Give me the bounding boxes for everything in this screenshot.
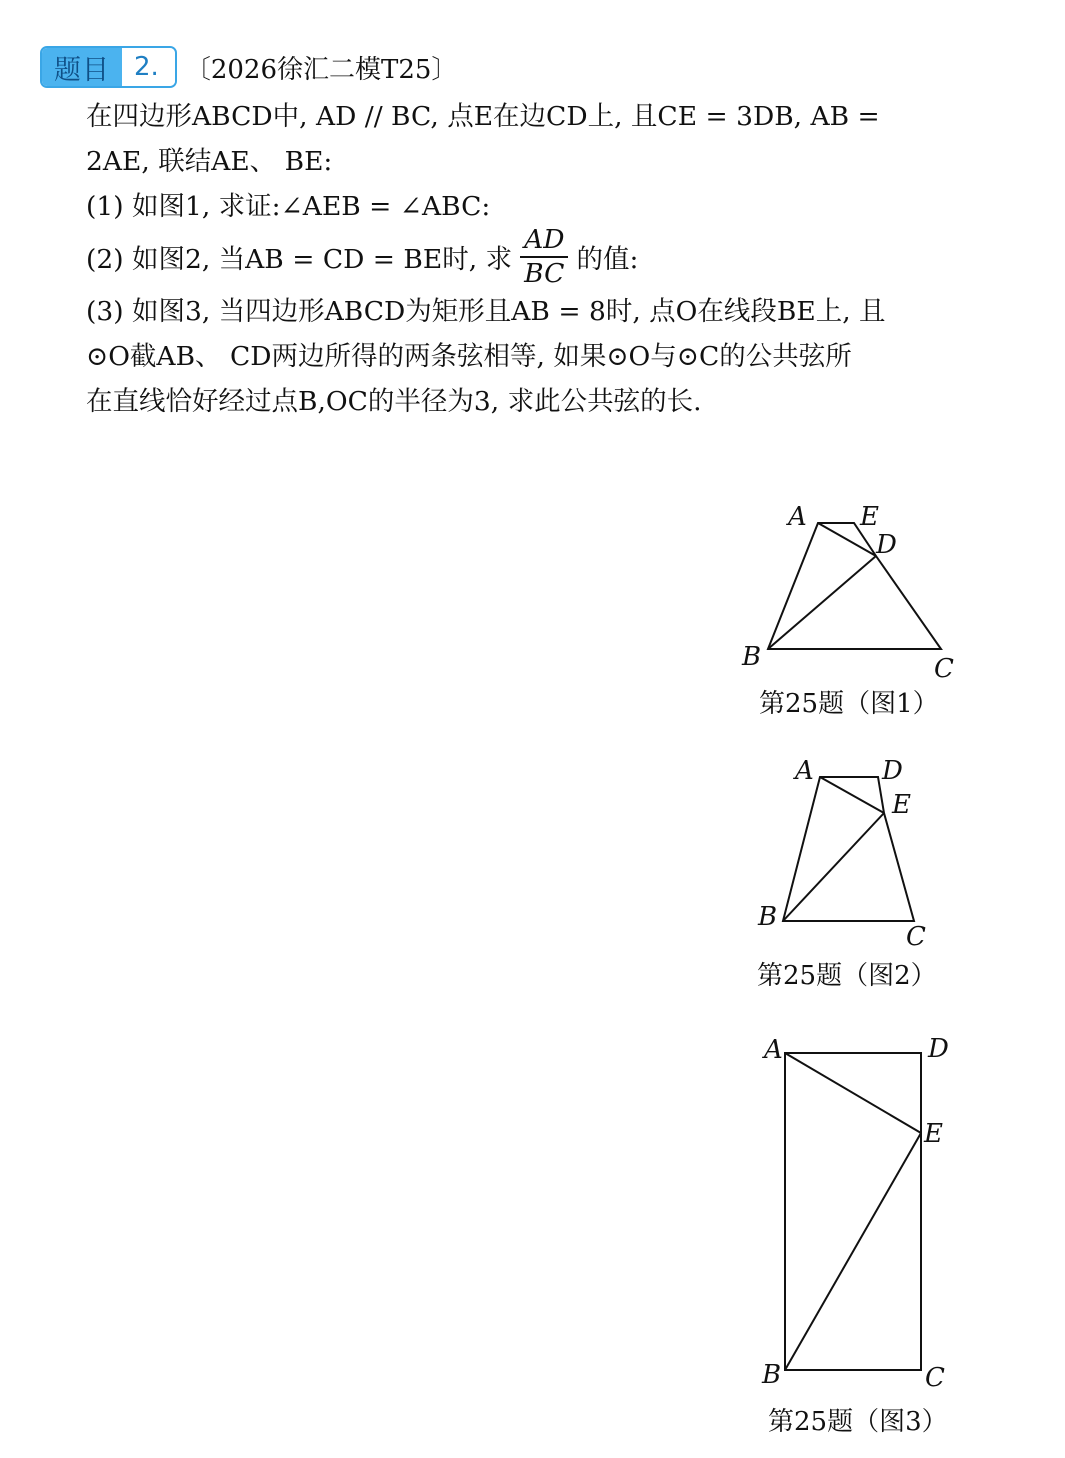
label-d: D bbox=[882, 756, 903, 786]
segment-ae bbox=[820, 777, 884, 813]
question-2-prefix: (2) 如图2, 当AB = CD = BE时, 求 bbox=[86, 243, 513, 275]
segment-ae bbox=[785, 1053, 921, 1133]
label-e: E bbox=[860, 502, 879, 532]
question-3-line-2: ⊙O截AB、 CD两边所得的两条弦相等, 如果⊙O与⊙C的公共弦所 bbox=[86, 341, 852, 372]
quadrilateral-abcd bbox=[768, 523, 941, 649]
figure-2-caption: 第25题（图2） bbox=[757, 961, 937, 991]
fraction-ad-over-bc bbox=[520, 224, 568, 290]
statement-line-2: 2AE, 联结AE、 BE: bbox=[86, 146, 333, 177]
figure-3-caption: 第25题（图3） bbox=[768, 1407, 948, 1437]
question-2 bbox=[86, 224, 1016, 289]
problem-source: 〔2026徐汇二模T25〕 bbox=[184, 54, 458, 85]
label-c: C bbox=[934, 654, 954, 684]
figure-3 bbox=[740, 1030, 970, 1400]
question-3-line-3: 在直线恰好经过点B,OC的半径为3, 求此公共弦的长. bbox=[86, 386, 702, 417]
question-2-suffix: 的值: bbox=[576, 243, 639, 275]
label-b: B bbox=[762, 1360, 782, 1390]
label-d: D bbox=[876, 530, 897, 560]
segment-be bbox=[783, 813, 884, 921]
label-e: E bbox=[924, 1119, 943, 1149]
fraction-numerator: AD bbox=[520, 224, 568, 258]
label-b: B bbox=[742, 642, 762, 672]
fraction-denominator: BC bbox=[524, 258, 565, 289]
figure-1-caption: 第25题（图1） bbox=[759, 689, 939, 719]
label-a: A bbox=[795, 756, 814, 786]
rectangle-abcd bbox=[785, 1053, 921, 1370]
label-d: D bbox=[928, 1034, 949, 1064]
problem-statement bbox=[86, 94, 1016, 424]
segment-be bbox=[785, 1133, 921, 1370]
question-1: (1) 如图1, 求证:∠AEB = ∠ABC: bbox=[86, 191, 491, 222]
figure-2 bbox=[750, 755, 950, 955]
statement-line-1: 在四边形ABCD中, AD // BC, 点E在边CD上, 且CE = 3DB, AB = bbox=[86, 101, 880, 132]
problem-badge bbox=[40, 46, 177, 88]
question-3-line-1: (3) 如图3, 当四边形ABCD为矩形且AB = 8时, 点O在线段BE上, 且 bbox=[86, 296, 886, 327]
problem-number: 2. bbox=[122, 48, 175, 86]
figure-1 bbox=[730, 495, 970, 690]
label-c: C bbox=[906, 922, 926, 952]
badge-label: 题目 bbox=[42, 48, 122, 86]
segment-be bbox=[768, 556, 876, 649]
label-a: A bbox=[764, 1035, 783, 1065]
label-a: A bbox=[788, 502, 807, 532]
label-e: E bbox=[892, 790, 911, 820]
label-c: C bbox=[925, 1363, 945, 1393]
label-b: B bbox=[758, 902, 778, 932]
problem-header bbox=[40, 44, 457, 90]
